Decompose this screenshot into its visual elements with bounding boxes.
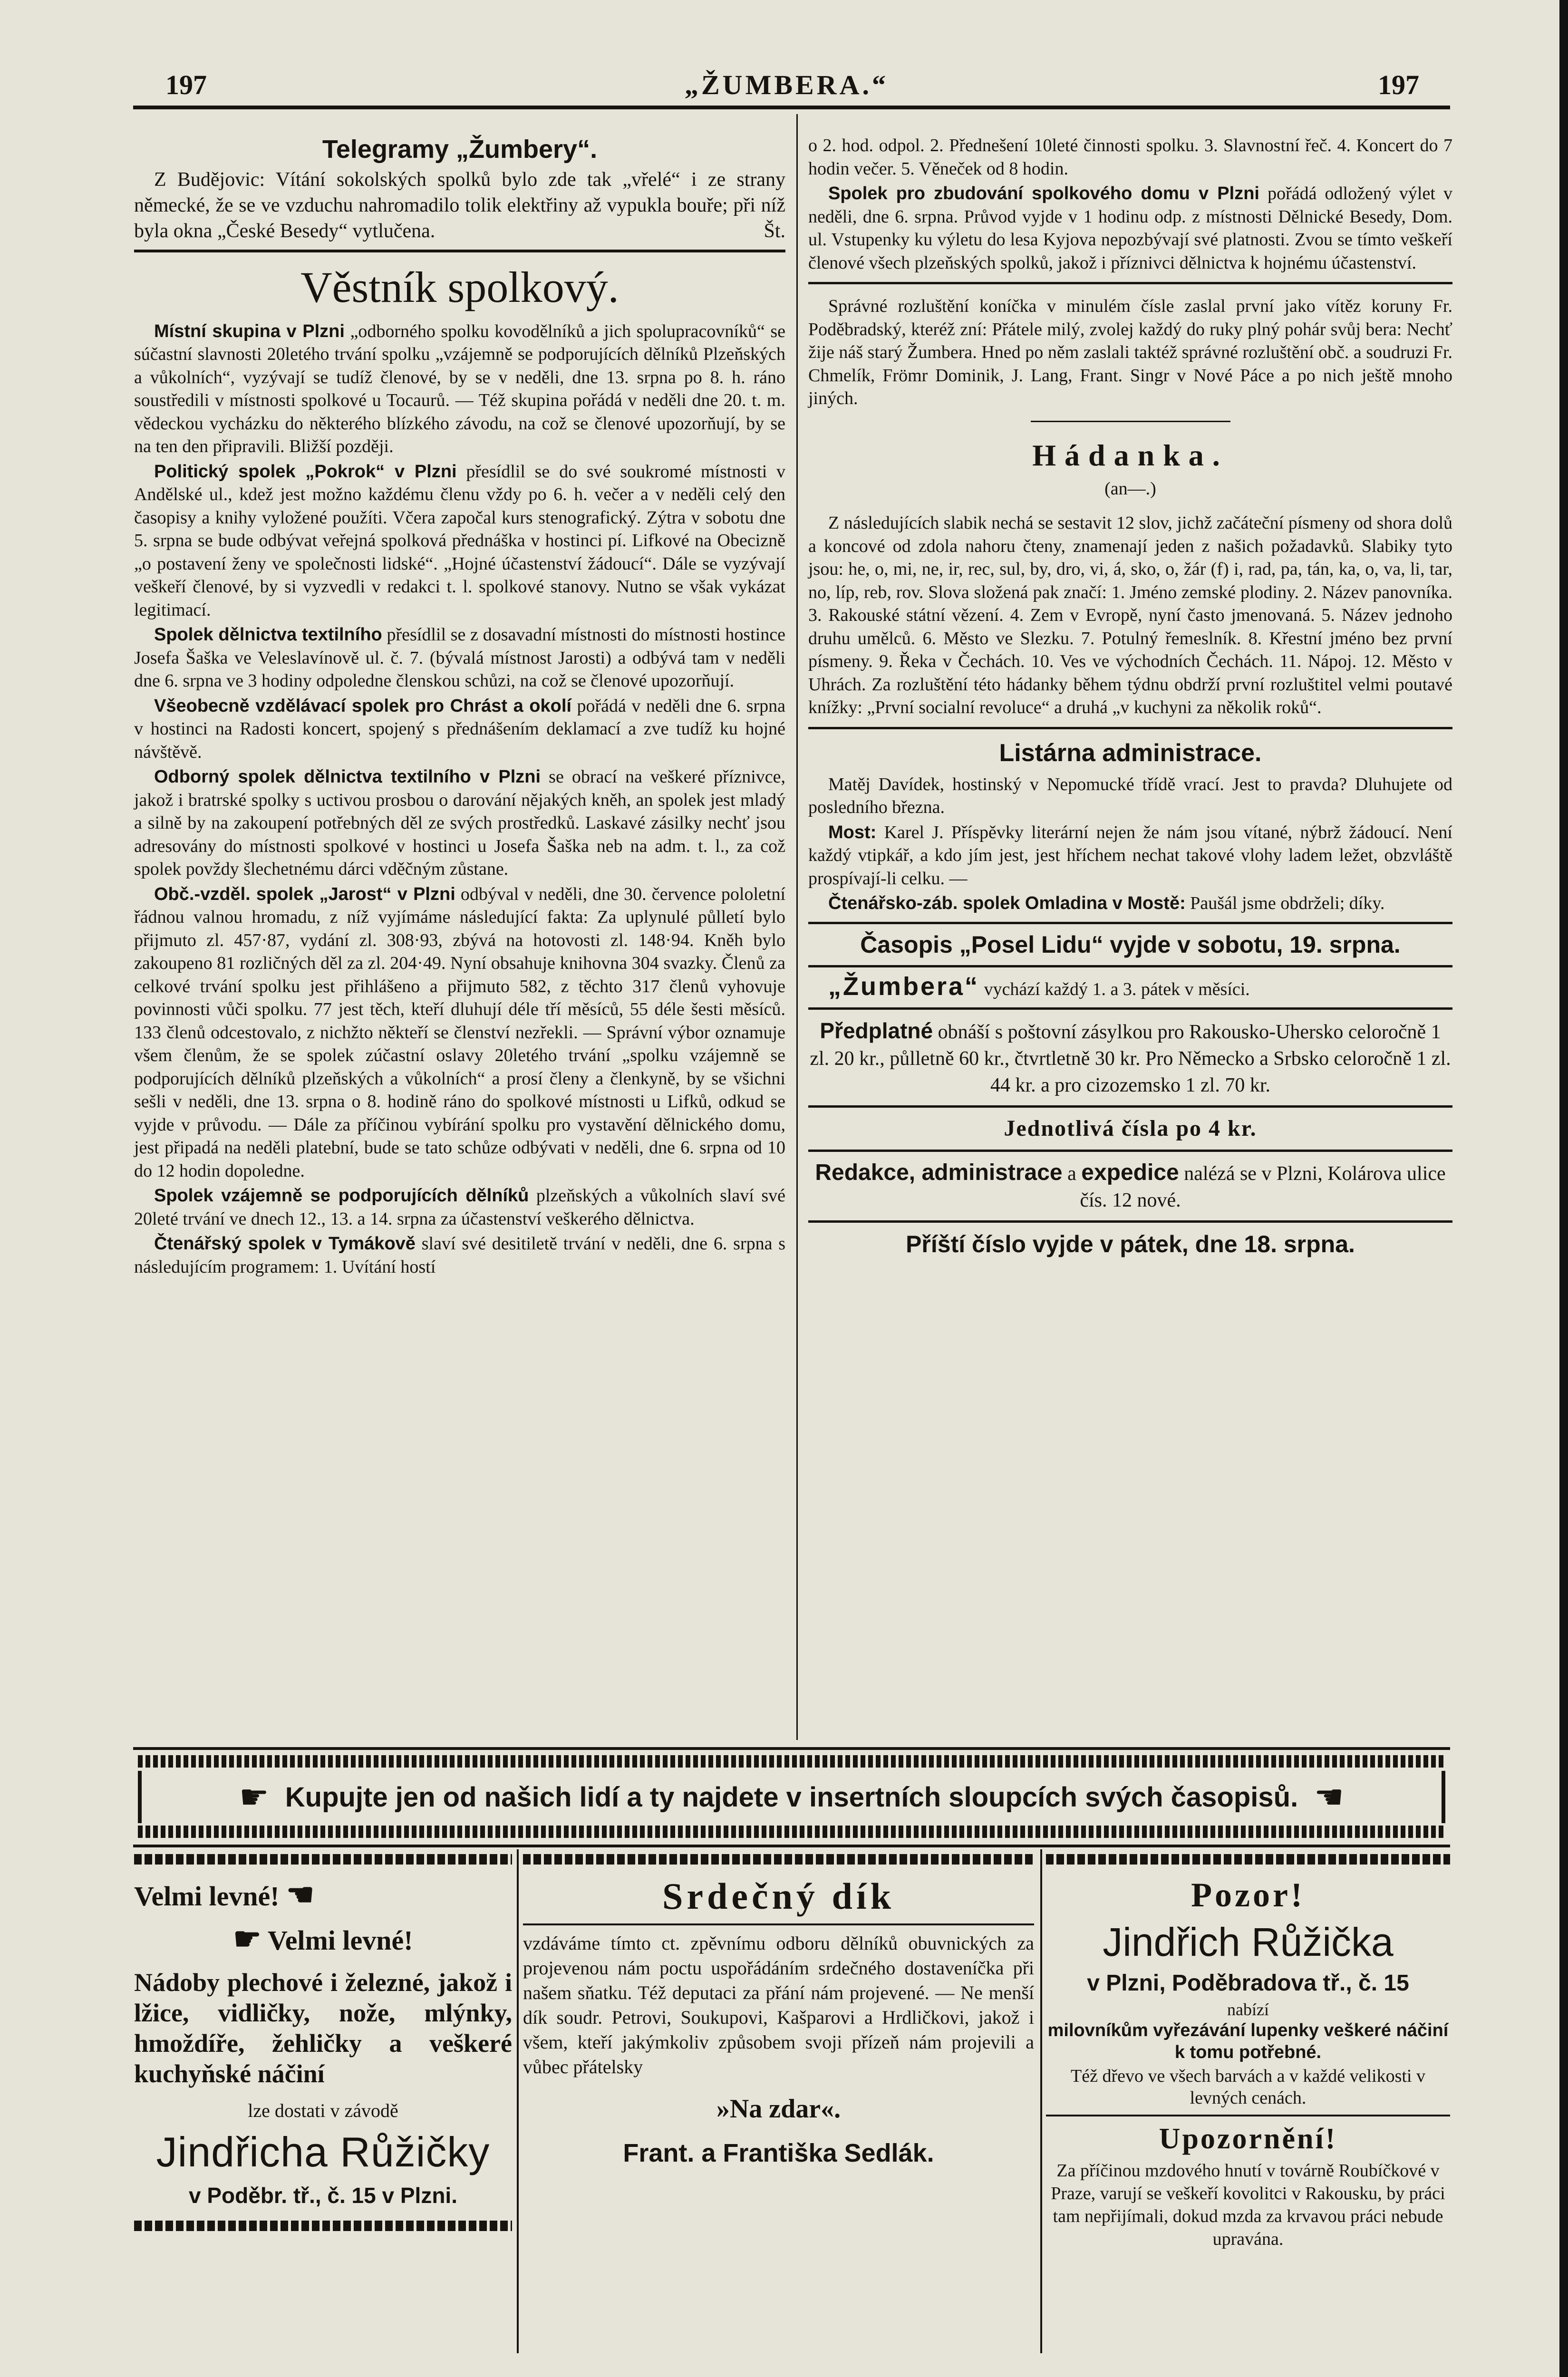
pointing-hand-icon: ☛ (1314, 1778, 1344, 1816)
notice-8 (134, 1232, 785, 1278)
listarna-3-body: Paušál jsme obdrželi; díky. (1190, 893, 1385, 913)
column-right (808, 134, 1452, 1259)
notice-3-lead: Spolek dělnictva textilního (154, 625, 382, 645)
notice-6-body: odbýval v neděli, dne 30. července pololetní řádnou valnou hromadu, z níž vyjímáme následující fakta: Za uplynulé půlletí bylo přijmuto zl. 457·87, vydání zl. 308·93, zbývá na hotovosti zl. 148·94. Kněh bylo zakoupeno 81 rozličných děl za zl. 204·49. Nyní obsahuje knihovna 304 svazky. Členů za celkové trvání spolku jest přihlášeno a přijmuto 582, z těchto 317 členů vyhovuje povinnosti vůči spolku. 77 jest těch, kteří dluhují déle tří měsíců, 55 déle šesti měsíců. 133 členů odcestovalo, z nichžto někteří se členství nezřekli. — Správní výbor oznamuje všem členům, že se spolek zúčastní oslavy 20letého trvání „spolku vzájemně se podporujících dělníků plzeňských a vůkolních“ a prosí členy a členkyně, by se všichni sešli v neděli, dne 13. srpna o 8. hodině ráno do spolkové místnosti u Lifků, odkud se vyjde v průvodu. — Dále za příčinou vybírání spolku pro vystavění dělnického domu, jest připadá na neděli platební, bude se tato schůze odbývati v neděli, dne 6. srpna od 10 do 12 hodin dopoledne. (134, 884, 786, 1181)
bottom-rule (133, 1747, 1450, 1750)
notice-5 (134, 765, 785, 881)
page-edge (1559, 0, 1568, 2377)
redakce-text: nalézá se v Plzni, Kolárova ulice čís. 12 nové. (1080, 1163, 1446, 1211)
puzzle-solution: Správné rozluštění koníčka v minulém čísle zaslal první jako vítěz koruny Fr. Poděbradský, kteréž zní: Přátele milý, zvolej každý do ruky plný pohár svůj bera: Nechť žije náš starý Žumbera. Hned po něm zaslali taktéž správné rozluštění obč. a soudruzi Fr. Chmelík, Frömr Dominik, J. Lang, Frant. Singr v Nové Páce a po nich ještě mnoho jiných. (808, 296, 1452, 408)
notice-house (808, 182, 1452, 274)
ad2-nazdar: »Na zdar«. (716, 2094, 841, 2124)
posel-notice: Časopis „Posel Lidu“ vyjde v sobotu, 19. srpna. (860, 931, 1401, 958)
listarna-2 (808, 821, 1452, 890)
redakce-a: a (1067, 1163, 1076, 1185)
notice-5-lead: Odborný spolek dělnictva textilního v Plzni (154, 767, 541, 787)
section-rule (808, 1007, 1452, 1010)
listarna-3-lead: Čtenářsko-záb. spolek Omladina v Mostě: (828, 893, 1186, 913)
ads-divider-2 (1040, 1849, 1042, 2353)
ad3-name: Jindřich Růžička (1103, 1920, 1394, 1964)
section-rule (808, 965, 1452, 967)
ad2-title: Srdečný dík (662, 1875, 895, 1917)
redakce-exp: expedice (1081, 1160, 1179, 1185)
predplatne-lead: Předplatné (820, 1018, 933, 1043)
notice-4 (134, 695, 785, 764)
telegram-title: Telegramy „Žumbery“. (322, 135, 598, 164)
ad2-body: vzdáváme tímto ct. zpěvnímu odboru dělníků obuvnických za projevenou nám poctu uspořádáním srdečného dostaveníčka při našem sňatku. Též deputaci za přání nám projevené. — Ne menší dík soudr. Petrovi, Soukupovi, Kašparovi a Hrdličkovi, jakož i všem, kteří jakýmkoliv způsobem svoji přízeň nám projevili a vůbec přátelsky (523, 1933, 1034, 2077)
section-rule (808, 727, 1452, 729)
notice-4-body: pořádá v neděli dne 6. srpna v hostinci na Radosti koncert, spojený s přednášením deklamací a zve tudíž ku hojné návštěvě. (134, 696, 785, 762)
listarna-title: Listárna administrace. (999, 739, 1262, 767)
notice-1-lead: Místní skupina v Plzni (154, 321, 345, 341)
redakce-notice (808, 1160, 1452, 1214)
listarna-3 (808, 892, 1452, 915)
ad3-address: v Plzni, Poděbradova tř., č. 15 (1087, 1971, 1409, 1996)
banner-ornament-top (138, 1755, 1445, 1768)
notice-3-body: přesídlil se z dosavadní místnosti do místnosti hostince Josefa Šaška ve Veleslavínově ul. č. 7. (bývalá místnost Jarosti) a odbývá tam v neděli dne 6. srpna ve 3 hodiny odpoledne členskou schůzi, na což se členové upozorňují. (134, 625, 785, 691)
vestnik-title: Věstník spolkový. (300, 262, 619, 311)
page-number-right: 197 (1378, 69, 1419, 100)
ad3-upozorneni: Upozornění! (1159, 2123, 1337, 2155)
hadanka-author: (an—.) (1104, 478, 1156, 499)
column-left (134, 133, 785, 1280)
zumbera-word: „Žumbera“ (828, 972, 980, 1001)
banner (138, 1771, 1445, 1823)
ad1-body: Nádoby plechové i železné, jakož i lžice, vidličky, nože, mlýnky, hmoždíře, žehličky a veškeré kuchyňské náčiní (134, 1968, 512, 2088)
ad3-rule (1046, 2115, 1450, 2116)
section-rule (808, 282, 1452, 284)
ad3-drevo: Též dřevo ve všech barvách a v každé velikosti v levných cenách. (1071, 2066, 1425, 2108)
banner-ornament-bottom (138, 1826, 1445, 1838)
telegram-sign: Št. (764, 220, 785, 242)
running-title: „ŽUMBERA.“ (685, 69, 889, 100)
hadanka-text: Z následujících slabik nechá se sestavit 12 slov, jichž začáteční písmeny od shora dolů a koncové od zdola nahoru čteny, znamenají jeden z našich požadavků. Slabiky tyto jsou: he, o, mi, ne, ir, rec, sul, by, dro, vi, á, sko, o, žár (f) i, rad, pa, tán, ka, o, va, li, tar, no, líp, reb, rov. Slova složená pak značí: 1. Jméno zemské plodiny. 2. Název panovníka. 3. Rakouské státní vězení. 4. Zem v Evropě, nyní často jmenovaná. 5. Název jednoho druhu umělců. 6. Město ve Slezku. 7. Potulný řemeslník. 8. Křestní jméno bez první písmeny. 9. Řeka v Čechách. 10. Ves ve východních Čechách. 11. Nápoj. 12. Město v Uhrách. Za rozluštění této hádanky během týdnu obdrží první rozluštitel velmi poutavé knížky: „První socialní revoluce“ a druhá „v kuchyni za několik roků“. (808, 513, 1452, 717)
ad-jindricha (134, 1854, 512, 2231)
ad-srdecny-dik (523, 1854, 1034, 2168)
notice-6 (134, 883, 785, 1183)
notice-7-body: plzeňských a vůkolních slaví své 20leté trvání ve dnech 12., 13. a 14. srpna za účastenství veškerého dělnictva. (134, 1186, 785, 1229)
notice-house-lead: Spolek pro zbudování spolkového domu v Plzni (828, 184, 1259, 203)
ad3-milovnikum: milovníkům vyřezávání lupenky veškeré náčiní k tomu potřebné. (1047, 2020, 1449, 2062)
ad1-line2 (134, 1923, 512, 1958)
listarna-1: Matěj Davídek, hostinský v Nepomucké třídě vrací. Jest to pravda? Dluhujete od posledního března. (808, 774, 1452, 817)
ads-top-rule (133, 1845, 1450, 1847)
notice-8-lead: Čtenářský spolek v Tymákově (154, 1234, 416, 1254)
zumbera-notice (808, 972, 1452, 1001)
ad1-dostati: lze dostati v závodě (248, 2100, 398, 2121)
telegram-text (134, 167, 785, 244)
page-number-left: 197 (165, 69, 207, 100)
ornament-strip (134, 2221, 512, 2231)
section-rule (134, 250, 785, 252)
ads-divider-1 (517, 1849, 519, 2353)
ornament-strip (523, 1854, 1034, 1865)
pristi-notice: Příští číslo vyjde v pátek, dne 18. srpna. (906, 1231, 1355, 1257)
ad3-pozor: Pozor! (1191, 1876, 1305, 1914)
notice-1 (134, 320, 785, 458)
hadanka-title: Hádanka. (1032, 438, 1229, 472)
ad1-name: Jindřicha Růžičky (156, 2128, 490, 2175)
notice-8-body: slaví své desitiletě trvání v neděli, dne 6. srpna s následujícím programem: 1. Uvítání hostí (134, 1234, 786, 1277)
pointing-hand-icon: ☛ (233, 1922, 261, 1957)
short-rule (1031, 421, 1230, 422)
notice-2-body: přesídlil se do své soukromé místnosti v Andělské ul., kdež jest možno každému členu vždy po 6. h. večer a v neděli celý den časopisy a knihy vyložené použíti. Včera započal kurs stenografický. Zýtra v sobotu dne 5. srpna se bude odbývat veřejná spolková přednáška v hostinci pí. Lifkové na Obecizně „o postavení ženy ve společnosti lidské“. „Hojné účastenství žádoucí“. Dále se vyzývají veškeří členové, by si vyzvedli v redakci t. l. spolkové stanovy. Nutno se však vykázat legitimací. (134, 461, 786, 620)
notice-3 (134, 623, 785, 693)
program-continued: o 2. hod. odpol. 2. Přednešení 10leté činnosti spolku. 3. Slavnostní řeč. 4. Koncert do 7 hodin večer. 5. Věneček od 8 hodin. (808, 135, 1452, 179)
ad1-velmi-2: Velmi levné! (268, 1925, 413, 1956)
ad3-upozorneni-text: Za příčinou mzdového hnutí v továrně Roubíčkové v Praze, varují se veškeří kovolitci v Rakousku, by práci tam nepřijímali, dokud mzda za krvavou práci nebude upravána. (1051, 2161, 1445, 2249)
notice-2 (134, 460, 785, 622)
ad3-nabizi: nabízí (1227, 2000, 1269, 2019)
ad1-velmi-1: Velmi levné! (134, 1881, 280, 1912)
ornament-strip (134, 1854, 512, 1865)
section-rule (808, 1105, 1452, 1108)
notice-6-lead: Obč.-vzděl. spolek „Jarost“ v Plzni (154, 884, 455, 904)
ad1-address: v Poděbr. tř., č. 15 v Plzni. (189, 2183, 457, 2208)
column-divider (796, 114, 798, 1740)
banner-text: Kupujte jen od našich lidí a ty najdete v insertních sloupcích svých časopisů. (285, 1781, 1298, 1813)
ad2-rule (523, 1923, 1034, 1925)
predplatne-text: obnáší s poštovní zásylkou pro Rakousko-Uhersko celoročně 1 zl. 20 kr., půlletně 60 kr., čtvrtletně 30 kr. Pro Německo a Srbsko celoročně 1 zl. 44 kr. a pro cizozemsko 1 zl. 70 kr. (810, 1021, 1451, 1096)
section-rule (808, 922, 1452, 924)
notice-1-body: „odborného spolku kovodělníků a jich spolupracovníků“ se súčastní slavnosti 20letého trvání spolku „vzájemně se podporujících dělníků Plzeňských a vůkolních“, vyzývají se tudíž členové, by se v neděli, dne 13. srpna po 8. h. ráno soustředili v místnosti spolkové u Tocaurů. — Též skupina pořádá v neděli dne 20. t. m. vědeckou vycházku do některého blízkého závodu, na což se členové upozorňují, by se na ten den připravili. Bližší později. (134, 321, 786, 456)
ad2-sign: Frant. a Františka Sedlák. (623, 2139, 934, 2167)
section-rule (808, 1220, 1452, 1223)
notice-house-body: pořádá odložený výlet v neděli, dne 6. srpna. Průvod vyjde v 1 hodinu odp. z místnosti Dělnické Besedy, Dom. ul. Vstupenky ku výletu do lesa Kyjova nepozbývají své platnosti. Zvou se tímto veškeří členové všech plzeňských spolků, jakož i příznivci dělnictva k hojnému účastenství. (808, 184, 1452, 273)
notice-4-lead: Všeobecně vzdělávací spolek pro Chrást a okolí (154, 696, 571, 716)
section-rule (808, 1150, 1452, 1152)
predplatne-notice (808, 1017, 1452, 1099)
listarna-2-lead: Most: (828, 822, 877, 842)
header-rule (133, 106, 1450, 109)
ornament-strip (1046, 1854, 1450, 1865)
telegram-body: Z Budějovic: Vítání sokolských spolků bylo zde tak „vřelé“ i ze strany německé, že se ve vzduchu nahromadilo tolik elektřiny až vypukla bouře; při níž byla okna „České Besedy“ vytlučena. (134, 168, 785, 242)
pointing-hand-icon: ☚ (286, 1878, 315, 1913)
pointing-hand-icon: ☛ (239, 1778, 269, 1816)
listarna-2-body: Karel J. Příspěvky literární nejen že nám jsou vítané, nýbrž žádoucí. Není každý vtipkář, a kdo jím jest, jest hříchem nechat takové vlohy ladem ležet, obzvláště prospívají-li celku. — (808, 822, 1452, 889)
notice-7-lead: Spolek vzájemně se podporujících dělníků (154, 1186, 529, 1206)
notice-2-lead: Politický spolek „Pokrok“ v Plzni (154, 461, 457, 482)
ad-jindrich (1046, 1854, 1450, 2251)
notice-5-body: se obrací na veškeré příznivce, jakož i bratrské spolky s uctivou prosbou o darování nějakých kněh, an spolek jest mladý a silně by na zakoupení potřebných děl ze svých prostředků. Laskavé zásilky nechť jsou adresovány do místnosti spolkové v hostinci u Josefa Šaška neb na adm. t. l., za což spolek povždy šlechetnému dárci vděčným zůstane. (134, 767, 786, 879)
jednotliva-notice: Jednotlivá čísla po 4 kr. (1004, 1116, 1257, 1141)
notice-7 (134, 1184, 785, 1230)
redakce-lead: Redakce, administrace (815, 1160, 1063, 1185)
zumbera-text: vychází každý 1. a 3. pátek v měsíci. (984, 979, 1250, 999)
ad1-line1 (134, 1879, 512, 1913)
